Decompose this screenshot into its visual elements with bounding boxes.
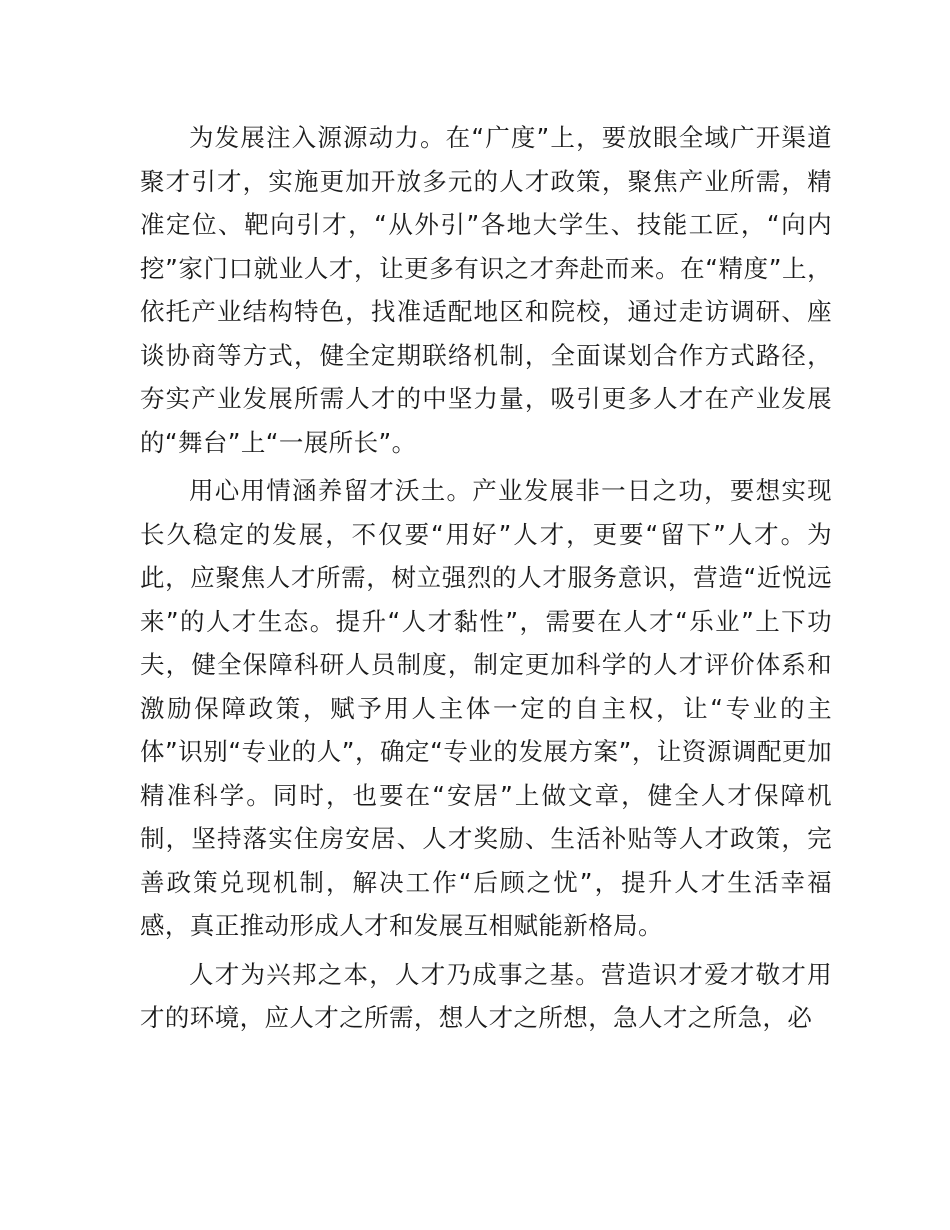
paragraph-talent-foundation: 人才为兴邦之本，人才乃成事之基。营造识才爱才敬才用才的环境，应人才之所需，想人才之所想，急人才之所急，必 [140, 959, 832, 1032]
document-body [140, 116, 832, 1045]
paragraph-talent-retention: 用心用情涵养留才沃土。产业发展非一日之功，要想实现长久稳定的发展，不仅要“用好”人才，更要“留下”人才。为此，应聚焦人才所需，树立强烈的人才服务意识，营造“近悦远来”的人才生态。提升“人才黏性”，需要在人才“乐业”上下功夫，健全保障科研人员制度，制定更加科学的人才评价体系和激励保障政策，赋予用人主体一定的自主权，让“专业的主体”识别“专业的人”，确定“专业的发展方案”，让资源调配更加精准科学。同时，也要在“安居”上做文章，健全人才保障机制，坚持落实住房安居、人才奖励、生活补贴等人才政策，完善政策兑现机制，解决工作“后顾之忧”，提升人才生活幸福感，真正推动形成人才和发展互相赋能新格局。 [140, 476, 832, 940]
paragraph-talent-attraction: 为发展注入源源动力。在“广度”上，要放眼全域广开渠道聚才引才，实施更加开放多元的人才政策，聚焦产业所需，精准定位、靶向引才，“从外引”各地大学生、技能工匠，“向内挖”家门口就业人才，让更多有识之才奔赴而来。在“精度”上，依托产业结构特色，找准适配地区和院校，通过走访调研、座谈协商等方式，健全定期联络机制，全面谋划合作方式路径，夯实产业发展所需人才的中坚力量，吸引更多人才在产业发展的“舞台”上“一展所长”。 [140, 123, 832, 457]
